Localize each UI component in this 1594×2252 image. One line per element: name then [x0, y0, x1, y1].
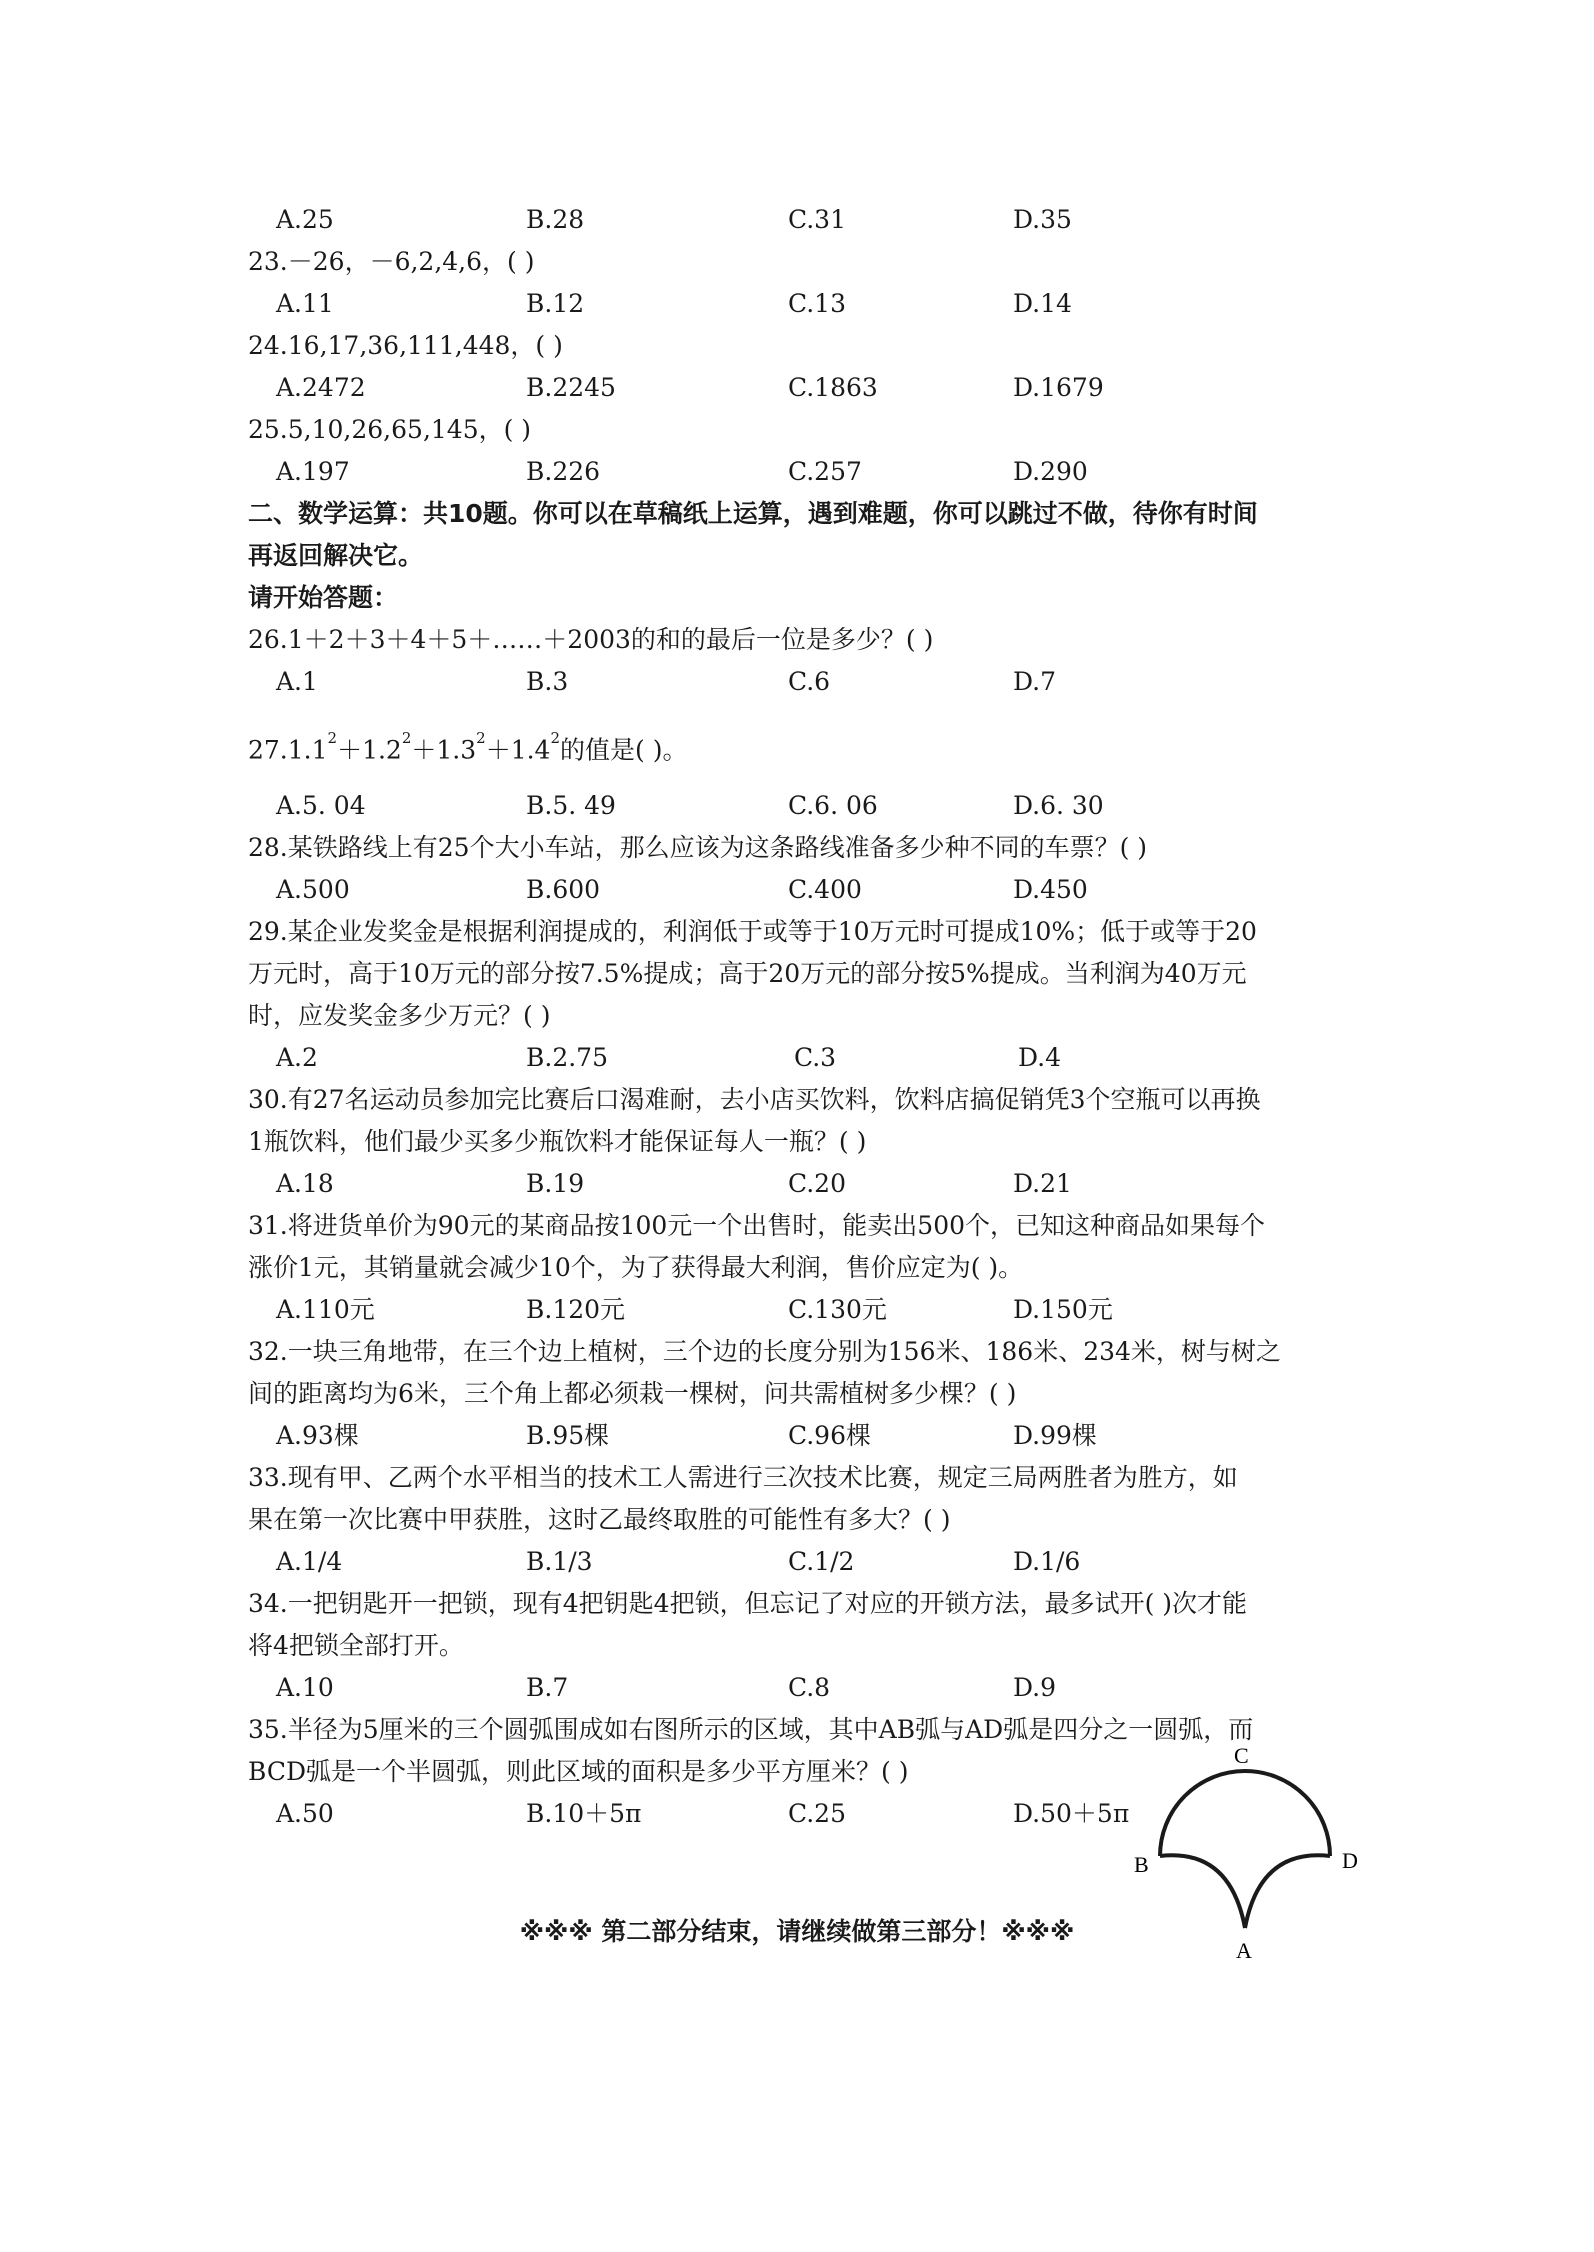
q27-options — [276, 788, 1176, 824]
q26-options — [276, 664, 1176, 700]
q33-stem-line2: 果在第一次比赛中甲获胜，这时乙最终取胜的可能性有多大？( ) — [248, 1505, 951, 1534]
q23-option-d: D.14 — [1013, 289, 1072, 318]
q34-stem-line1: 34.一把钥匙开一把锁，现有4把钥匙4把锁，但忘记了对应的开锁方法，最多试开( )次才能 — [248, 1589, 1248, 1618]
q32-stem-line1: 32.一块三角地带，在三个边上植树，三个边的长度分别为156米、186米、234米，树与树之 — [248, 1337, 1281, 1366]
q35-options — [276, 1796, 1176, 1832]
q28-option-a: A.500 — [276, 875, 350, 904]
q31-stem-line1: 31.将进货单价为90元的某商品按100元一个出售时，能卖出500个，已知这种商品如果每个 — [248, 1211, 1266, 1240]
q24-option-c: C.1863 — [788, 373, 878, 402]
q24-option-a: A.2472 — [276, 373, 366, 402]
q33-option-c: C.1/2 — [788, 1547, 855, 1576]
q28-stem: 28.某铁路线上有25个大小车站，那么应该为这条路线准备多少种不同的车票？( ) — [248, 833, 1148, 862]
q27-term-2: ＋1.2 — [337, 735, 402, 765]
q35-option-b: B.10＋5π — [526, 1799, 642, 1828]
label-a: A — [1236, 1938, 1252, 1963]
q31-options — [276, 1292, 1176, 1328]
q33-options — [276, 1544, 1176, 1580]
q32-option-c: C.96棵 — [788, 1421, 871, 1450]
q25-stem: 25.5,10,26,65,145，( ) — [248, 415, 532, 444]
q27-term-3: ＋1.3 — [411, 735, 477, 765]
q30-option-b: B.19 — [526, 1169, 585, 1198]
q27-suffix: 的值是( )。 — [560, 735, 688, 765]
q26-option-b: B.3 — [526, 667, 569, 696]
q29-option-c: C.3 — [794, 1043, 837, 1072]
q27-option-a: A.5. 04 — [276, 791, 366, 820]
q31-stem-line2: 涨价1元，其销量就会减少10个，为了获得最大利润，售价应定为( )。 — [248, 1253, 1024, 1282]
q30-options — [276, 1166, 1176, 1202]
q34-option-a: A.10 — [276, 1673, 334, 1702]
q23-option-b: B.12 — [526, 289, 585, 318]
q33-option-b: B.1/3 — [526, 1547, 593, 1576]
q29-option-b: B.2.75 — [526, 1043, 608, 1072]
q22-option-a: A.25 — [276, 205, 334, 234]
q27-exponent-4: 2 — [550, 729, 561, 747]
q29-stem-line1: 29.某企业发奖金是根据利润提成的，利润低于或等于10万元时可提成10%；低于或等于20 — [248, 917, 1257, 946]
section-intro-line2: 再返回解决它。 — [248, 541, 424, 570]
section-start: 请开始答题： — [248, 583, 399, 612]
q27-term-4: ＋1.4 — [485, 735, 551, 765]
q29-options — [276, 1040, 1176, 1076]
q32-option-b: B.95棵 — [526, 1421, 610, 1450]
q35-option-d: D.50＋5π — [1013, 1799, 1130, 1828]
q30-stem-line2: 1瓶饮料，他们最少买多少瓶饮料才能保证每人一瓶？( ) — [248, 1127, 867, 1156]
q22-option-c: C.31 — [788, 205, 846, 234]
q29-option-d: D.4 — [1018, 1043, 1062, 1072]
q27-term-1: 27.1.1 — [248, 735, 328, 765]
q26-stem: 26.1＋2＋3＋4＋5＋……＋2003的和的最后一位是多少？( ) — [248, 625, 934, 654]
q35-option-c: C.25 — [788, 1799, 846, 1828]
q24-options — [276, 370, 1176, 406]
q32-stem-line2: 间的距离均为6米，三个角上都必须栽一棵树，问共需植树多少棵？( ) — [248, 1379, 1017, 1408]
q26-option-c: C.6 — [788, 667, 831, 696]
q30-option-c: C.20 — [788, 1169, 846, 1198]
q33-stem-line1: 33.现有甲、乙两个水平相当的技术工人需进行三次技术比赛，规定三局两胜者为胜方，如 — [248, 1463, 1238, 1492]
q25-option-c: C.257 — [788, 457, 862, 486]
q27-exponent-2: 2 — [401, 729, 412, 747]
q30-option-a: A.18 — [276, 1169, 334, 1198]
q27-exponent-1: 2 — [327, 729, 338, 747]
q31-option-c: C.130元 — [788, 1295, 887, 1324]
q32-options — [276, 1418, 1176, 1454]
q22-option-d: D.35 — [1013, 205, 1072, 234]
q24-option-d: D.1679 — [1013, 373, 1104, 402]
q35-stem-line1: 35.半径为5厘米的三个圆弧围成如右图所示的区域，其中AB弧与AD弧是四分之一圆弧，而 — [248, 1715, 1254, 1744]
section-intro-line1: 二、数学运算：共10题。你可以在草稿纸上运算，遇到难题，你可以跳过不做，待你有时间 — [248, 499, 1258, 528]
q31-option-a: A.110元 — [276, 1295, 375, 1324]
q24-option-b: B.2245 — [526, 373, 616, 402]
q22-option-b: B.28 — [526, 205, 585, 234]
q27-option-d: D.6. 30 — [1013, 791, 1104, 820]
q26-option-d: D.7 — [1013, 667, 1057, 696]
q23-option-c: C.13 — [788, 289, 846, 318]
q27-stem — [248, 726, 687, 768]
q34-option-d: D.9 — [1013, 1673, 1057, 1702]
section-end-notice: ※※※ 第二部分结束，请继续做第三部分！※※※ — [519, 1917, 1075, 1946]
q28-options — [276, 872, 1176, 908]
q28-option-d: D.450 — [1013, 875, 1088, 904]
label-c: C — [1234, 1743, 1249, 1768]
q28-option-b: B.600 — [526, 875, 601, 904]
arc-bcd — [1160, 1771, 1330, 1856]
label-d: D — [1342, 1848, 1358, 1873]
q24-stem: 24.16,17,36,111,448，( ) — [248, 331, 563, 360]
q27-option-c: C.6. 06 — [788, 791, 878, 820]
q26-option-a: A.1 — [276, 667, 318, 696]
q27-exponent-3: 2 — [476, 729, 486, 747]
q35-stem-line2: BCD弧是一个半圆弧，则此区域的面积是多少平方厘米？( ) — [248, 1757, 909, 1786]
q23-option-a: A.11 — [276, 289, 334, 318]
q27-option-b: B.5. 49 — [526, 791, 616, 820]
q33-option-a: A.1/4 — [276, 1547, 343, 1576]
q33-option-d: D.1/6 — [1013, 1547, 1081, 1576]
q34-stem-line2: 将4把锁全部打开。 — [248, 1631, 464, 1660]
label-b: B — [1134, 1852, 1149, 1877]
q29-option-a: A.2 — [276, 1043, 318, 1072]
q22-options — [276, 202, 1176, 238]
q31-option-b: B.120元 — [526, 1295, 626, 1324]
q34-options — [276, 1670, 1176, 1706]
q30-option-d: D.21 — [1013, 1169, 1072, 1198]
q25-options — [276, 454, 1176, 490]
q31-option-d: D.150元 — [1013, 1295, 1113, 1324]
q23-options — [276, 286, 1176, 322]
q23-stem: 23.－26，－6,2,4,6，( ) — [248, 247, 535, 276]
q30-stem-line1: 30.有27名运动员参加完比赛后口渴难耐，去小店买饮料，饮料店搞促销凭3个空瓶可以再换 — [248, 1085, 1261, 1114]
q29-stem-line2: 万元时，高于10万元的部分按7.5%提成；高于20万元的部分按5%提成。当利润为40万元 — [248, 959, 1247, 988]
q28-option-c: C.400 — [788, 875, 862, 904]
q25-option-a: A.197 — [276, 457, 350, 486]
q35-option-a: A.50 — [276, 1799, 334, 1828]
q32-option-d: D.99棵 — [1013, 1421, 1097, 1450]
q32-option-a: A.93棵 — [276, 1421, 359, 1450]
q29-stem-line3: 时，应发奖金多少万元？( ) — [248, 1001, 551, 1030]
q34-option-c: C.8 — [788, 1673, 831, 1702]
q34-option-b: B.7 — [526, 1673, 569, 1702]
q25-option-b: B.226 — [526, 457, 601, 486]
q25-option-d: D.290 — [1013, 457, 1088, 486]
